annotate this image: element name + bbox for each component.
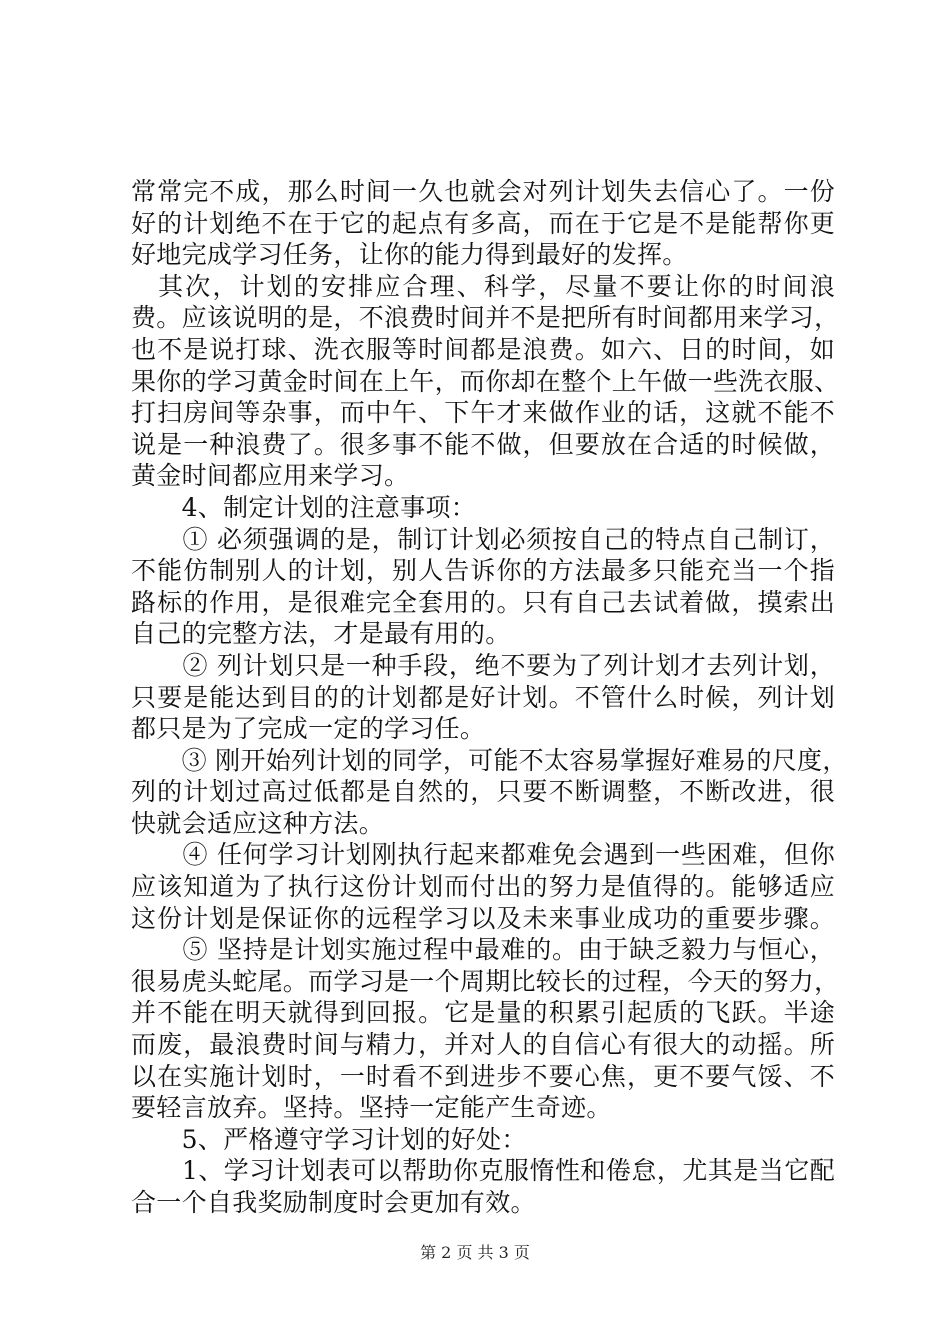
text-line: 打扫房间等杂事，而中午、下午才来做作业的话，这就不能不 xyxy=(131,398,835,428)
text-line: 快就会适应这种方法。 xyxy=(131,808,385,838)
text-line: 这份计划是保证你的远程学习以及未来事业成功的重要步骤。 xyxy=(131,903,835,933)
text-line: 要轻言放弃。坚持。坚持一定能产生奇迹。 xyxy=(131,1093,612,1123)
text-line: 果你的学习黄金时间在上午，而你却在整个上午做一些洗衣服、 xyxy=(131,366,840,396)
text-line: 说是一种浪费了。很多事不能不做，但要放在合适的时候做， xyxy=(131,429,835,459)
text-line: 好的计划绝不在于它的起点有多高，而在于它是不是能帮你更 xyxy=(131,208,835,238)
text-line: 合一个自我奖励制度时会更加有效。 xyxy=(131,1188,536,1217)
text-line: ② 列计划只是一种手段，绝不要为了列计划才去列计划， xyxy=(131,650,835,680)
text-line: 自己的完整方法，才是最有用的。 xyxy=(131,619,511,649)
text-line: 以在实施计划时，一时看不到进步不要心焦，更不要气馁、不 xyxy=(131,1061,835,1091)
page-footer: 第 2 页 共 3 页 xyxy=(420,1243,530,1262)
text-line: 只要是能达到目的的计划都是好计划。不管什么时候，列计划 xyxy=(131,682,835,712)
text-line: ③ 刚开始列计划的同学，可能不太容易掌握好难易的尺度， xyxy=(131,745,848,775)
text-line: ⑤ 坚持是计划实施过程中最难的。由于缺乏毅力与恒心， xyxy=(131,935,835,965)
text-line: ④ 任何学习计划刚执行起来都难免会遇到一些困难，但你 xyxy=(131,840,835,870)
text-line: 而废，最浪费时间与精力，并对人的自信心有很大的动摇。所 xyxy=(131,1030,835,1060)
text-line: 费。应该说明的是，不浪费时间并不是把所有时间都用来学习， xyxy=(131,303,840,333)
text-line: 路标的作用，是很难完全套用的。只有自己去试着做，摸索出 xyxy=(131,587,835,617)
text-line: 好地完成学习任务，让你的能力得到最好的发挥。 xyxy=(131,240,688,270)
text-line: 列的计划过高过低都是自然的，只要不断调整，不断改进，很 xyxy=(131,777,835,807)
text-line: 很易虎头蛇尾。而学习是一个周期比较长的过程，今天的努力， xyxy=(131,966,840,996)
text-line: 也不是说打球、洗衣服等时间都是浪费。如六、日的时间，如 xyxy=(131,334,835,364)
text-line: 都只是为了完成一定的学习任。 xyxy=(131,714,486,744)
text-line: 不能仿制别人的计划，别人告诉你的方法最多只能充当一个指 xyxy=(131,556,835,586)
text-line: 5、严格遵守学习计划的好处： xyxy=(131,1124,527,1154)
text-line: 并不能在明天就得到回报。它是量的积累引起质的飞跃。半途 xyxy=(131,998,835,1028)
document-body xyxy=(131,176,848,1219)
text-line: 4、制定计划的注意事项： xyxy=(131,492,477,522)
text-line: 黄金时间都应用来学习。 xyxy=(131,461,410,491)
text-line: 常常完不成，那么时间一久也就会对列计划失去信心了。一份 xyxy=(131,177,835,206)
text-line: 1、学习计划表可以帮助你克服惰性和倦怠，尤其是当它配 xyxy=(131,1156,835,1186)
text-line: 应该知道为了执行这份计划而付出的努力是值得的。能够适应 xyxy=(131,872,835,902)
text-line: ① 必须强调的是，制订计划必须按自己的特点自己制订， xyxy=(131,524,835,554)
text-line: 其次，计划的安排应合理、科学，尽量不要让你的时间浪 xyxy=(131,271,835,301)
